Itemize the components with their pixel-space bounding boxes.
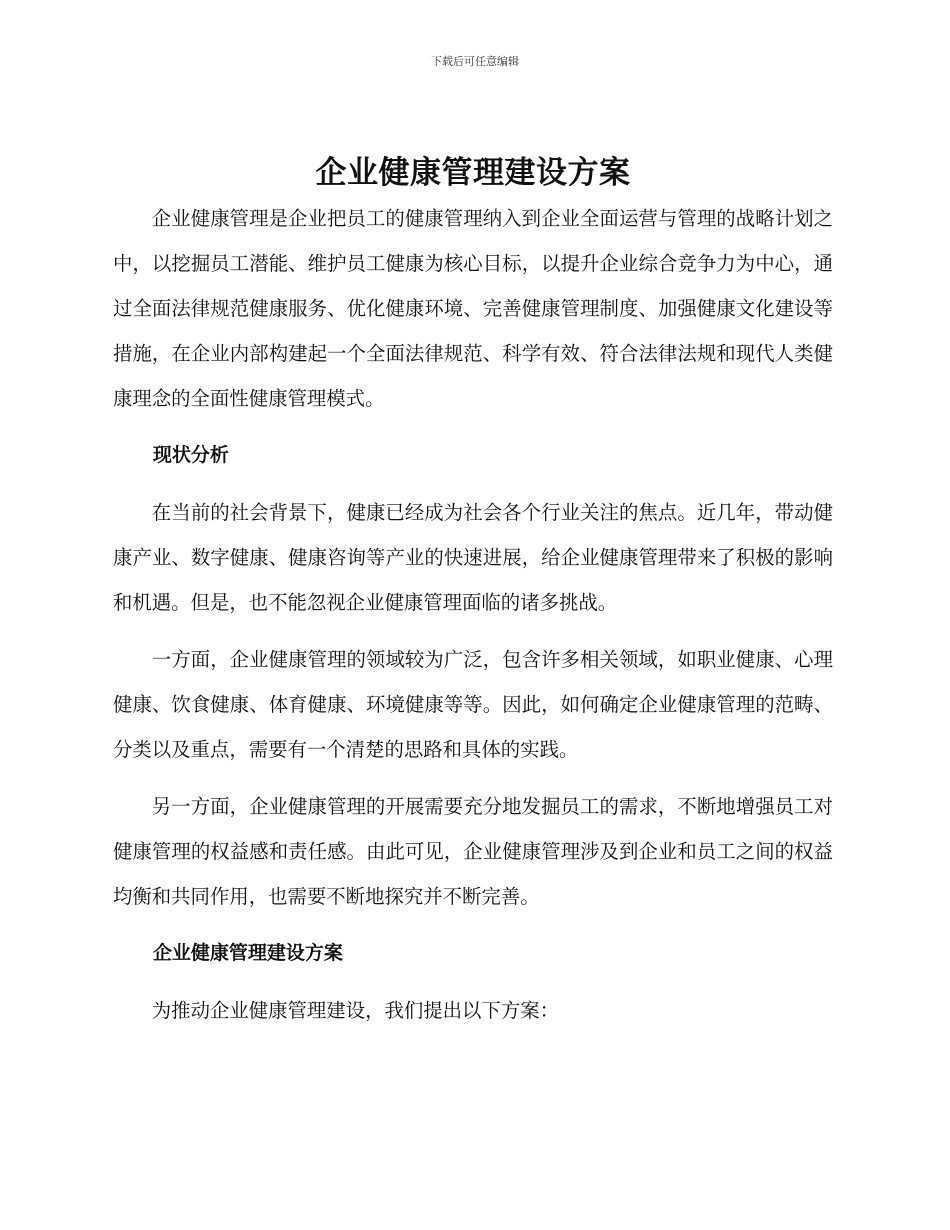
section-heading-status-analysis: 现状分析	[152, 444, 229, 466]
paragraph-scope-challenge: 一方面，企业健康管理的领域较为广泛，包含许多相关领域，如职业健康、心理健康、饮食健康、体育健康、环境健康等等。因此，如何确定企业健康管理的范畴、分类以及重点，需要有一个清楚的思路和具体的实践。	[113, 648, 833, 761]
paragraph-status-background: 在当前的社会背景下，健康已经成为社会各个行业关注的焦点。近几年，带动健康产业、数字健康、健康咨询等产业的快速进展，给企业健康管理带来了积极的影响和机遇。但是，也不能忽视企业健康管理面临的诸多挑战。	[113, 501, 833, 614]
section-heading-construction-plan: 企业健康管理建设方案	[152, 942, 343, 964]
paragraph-employee-needs: 另一方面，企业健康管理的开展需要充分地发掘员工的需求，不断地增强员工对健康管理的权益感和责任感。由此可见，企业健康管理涉及到企业和员工之间的权益均衡和共同作用，也需要不断地探究并不断完善。	[113, 795, 833, 908]
page-header-note: 下载后可任意编辑	[431, 55, 519, 68]
document-title: 企业健康管理建设方案	[315, 155, 631, 191]
intro-paragraph: 企业健康管理是企业把员工的健康管理纳入到企业全面运营与管理的战略计划之中，以挖掘员工潜能、维护员工健康为核心目标，以提升企业综合竞争力为中心，通过全面法律规范健康服务、优化健康环境、完善健康管理制度、加强健康文化建设等措施，在企业内部构建起一个全面法律规范、科学有效、符合法律法规和现代人类健康理念的全面性健康管理模式。	[113, 207, 833, 410]
paragraph-plan-intro: 为推动企业健康管理建设，我们提出以下方案：	[151, 999, 559, 1022]
document-body	[113, 150, 833, 1033]
